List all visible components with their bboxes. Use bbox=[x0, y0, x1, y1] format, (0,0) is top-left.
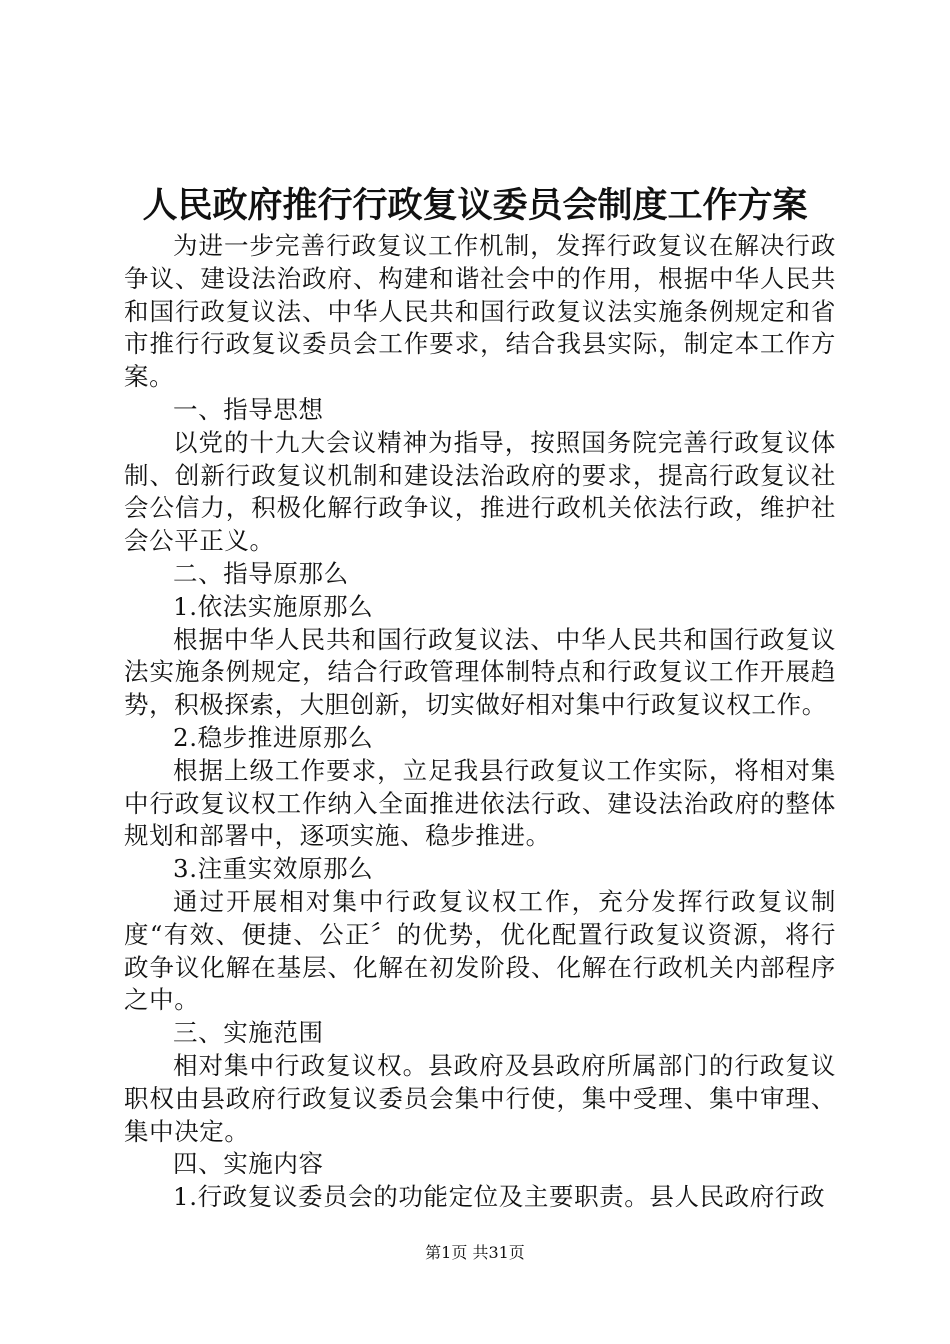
section-heading: 三、实施范围 bbox=[173, 1018, 324, 1048]
section-heading: 四、实施内容 bbox=[173, 1149, 324, 1179]
paragraph: 根据中华人民共和国行政复议法、中华人民共和国行政复议法实施条例规定，结合行政管理体制特点和行政复议工作开展趋势，积极探索，大胆创新，切实做好相对集中行政复议权工作。 bbox=[124, 624, 836, 720]
section-heading: 一、指导思想 bbox=[173, 394, 324, 424]
paragraph: 以党的十九大会议精神为指导，按照国务院完善行政复议体制、创新行政复议机制和建设法治政府的要求，提高行政复议社会公信力，积极化解行政争议，推进行政机关依法行政，维护社会公平正义。 bbox=[124, 427, 836, 556]
paragraph: 根据上级工作要求，立足我县行政复议工作实际，将相对集中行政复议权工作纳入全面推进依法行政、建设法治政府的整体规划和部署中，逐项实施、稳步推进。 bbox=[124, 755, 836, 851]
paragraph: 相对集中行政复议权。县政府及县政府所属部门的行政复议职权由县政府行政复议委员会集中行使，集中受理、集中审理、集中决定。 bbox=[124, 1050, 836, 1146]
subsection-heading: 3.注重实效原那么 bbox=[173, 854, 374, 884]
paragraph: 1.行政复议委员会的功能定位及主要职责。县人民政府行政 bbox=[173, 1182, 826, 1212]
page-number-label: 第1页 共31页 bbox=[425, 1243, 525, 1262]
paragraph: 为进一步完善行政复议工作机制，发挥行政复议在解决行政争议、建设法治政府、构建和谐社会中的作用，根据中华人民共和国行政复议法、中华人民共和国行政复议法实施条例规定和省市推行行政复议委员会工作要求，结合我县实际，制定本工作方案。 bbox=[124, 231, 836, 392]
subsection-heading: 2.稳步推进原那么 bbox=[173, 722, 374, 752]
document-title: 人民政府推行行政复议委员会制度工作方案 bbox=[142, 186, 808, 226]
document-body bbox=[124, 230, 836, 1214]
subsection-heading: 1.依法实施原那么 bbox=[173, 591, 374, 621]
page-footer bbox=[0, 1242, 950, 1264]
section-heading: 二、指导原那么 bbox=[173, 558, 349, 588]
paragraph: 通过开展相对集中行政复议权工作，充分发挥行政复议制度“有效、便捷、公正〞的优势，优化配置行政复议资源，将行政争议化解在基层、化解在初发阶段、化解在行政机关内部程序之中。 bbox=[124, 886, 836, 1015]
